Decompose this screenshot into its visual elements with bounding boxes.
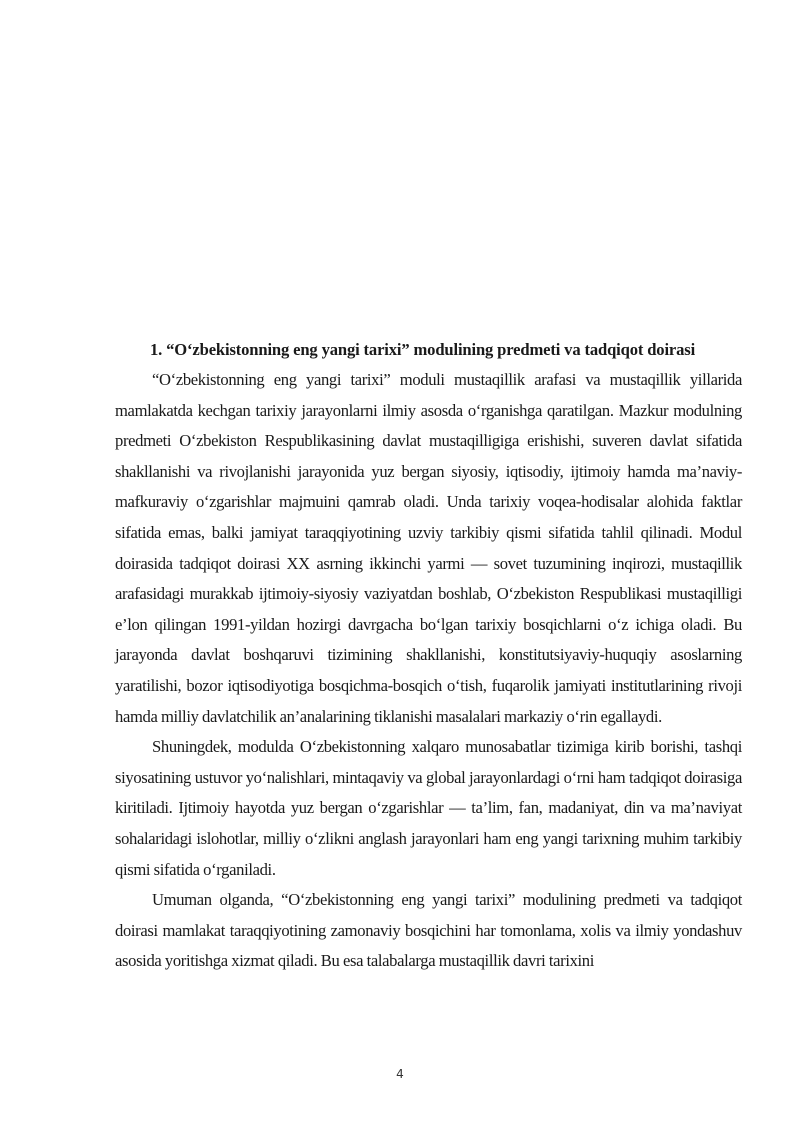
paragraph-3: Umuman olganda, “O‘zbekistonning eng yangi tarixi” modulining predmeti va tadqiqot doirasi mamlakat taraqqiyotining zamonaviy bosqichini har tomonlama, xolis va ilmiy yondashuv asosida yoritishga xizmat qiladi. Bu esa talabalarga mustaqillik davri tarixini [115,890,742,971]
page-content [115,335,742,977]
page-number: 4 [396,1067,404,1081]
section-heading: 1. “O‘zbekistonning eng yangi tarixi” modulining predmeti va tadqiqot doirasi [150,340,696,359]
paragraph-2: Shuningdek, modulda O‘zbekistonning xalqaro munosabatlar tizimiga kirib borishi, tashqi siyosatining ustuvor yo‘nalishlari, mintaqaviy va global jarayonlardagi o‘rni ham tadqiqot doirasiga kiritiladi. Ijtimoiy hayotda yuz bergan o‘zgarishlar — ta’lim, fan, madaniyat, din va ma’naviyat sohalaridagi islohotlar, milliy o‘zlikni anglash jarayonlari ham eng yangi tarixning muhim tarkibiy qismi sifatida o‘rganiladi. [115,737,742,879]
paragraph-1: “O‘zbekistonning eng yangi tarixi” moduli mustaqillik arafasi va mustaqillik yillarida mamlakatda kechgan tarixiy jarayonlarni ilmiy asosda o‘rganishga qaratilgan. Mazkur modulning predmeti O‘zbekiston Respublikasining davlat mustaqilligiga erishishi, suveren davlat sifatida shakllanishi va rivojlanishi jarayonida yuz bergan siyosiy, iqtisodiy, ijtimoiy hamda ma’naviy-mafkuraviy o‘zgarishlar majmuini qamrab oladi. Unda tarixiy voqea-hodisalar alohida faktlar sifatida emas, balki jamiyat taraqqiyotining uzviy tarkibiy qismi sifatida tahlil qilinadi. Modul doirasida tadqiqot doirasi XX asrning ikkinchi yarmi — sovet tuzumining inqirozi, mustaqillik arafasidagi murakkab ijtimoiy-siyosiy vaziyatdan boshlab, O‘zbekiston Respublikasi mustaqilligi e’lon qilingan 1991-yildan hozirgi davrgacha bo‘lgan tarixiy bosqichlarni o‘z ichiga oladi. Bu jarayonda davlat boshqaruvi tizimining shakllanishi, konstitutsiyaviy-huquqiy asoslarning yaratilishi, bozor iqtisodiyotiga bosqichma-bosqich o‘tish, fuqarolik jamiyati institutlarining rivoji hamda milliy davlatchilik an’analarining tiklanishi masalalari markaziy o‘rin egallaydi. [115,370,742,726]
